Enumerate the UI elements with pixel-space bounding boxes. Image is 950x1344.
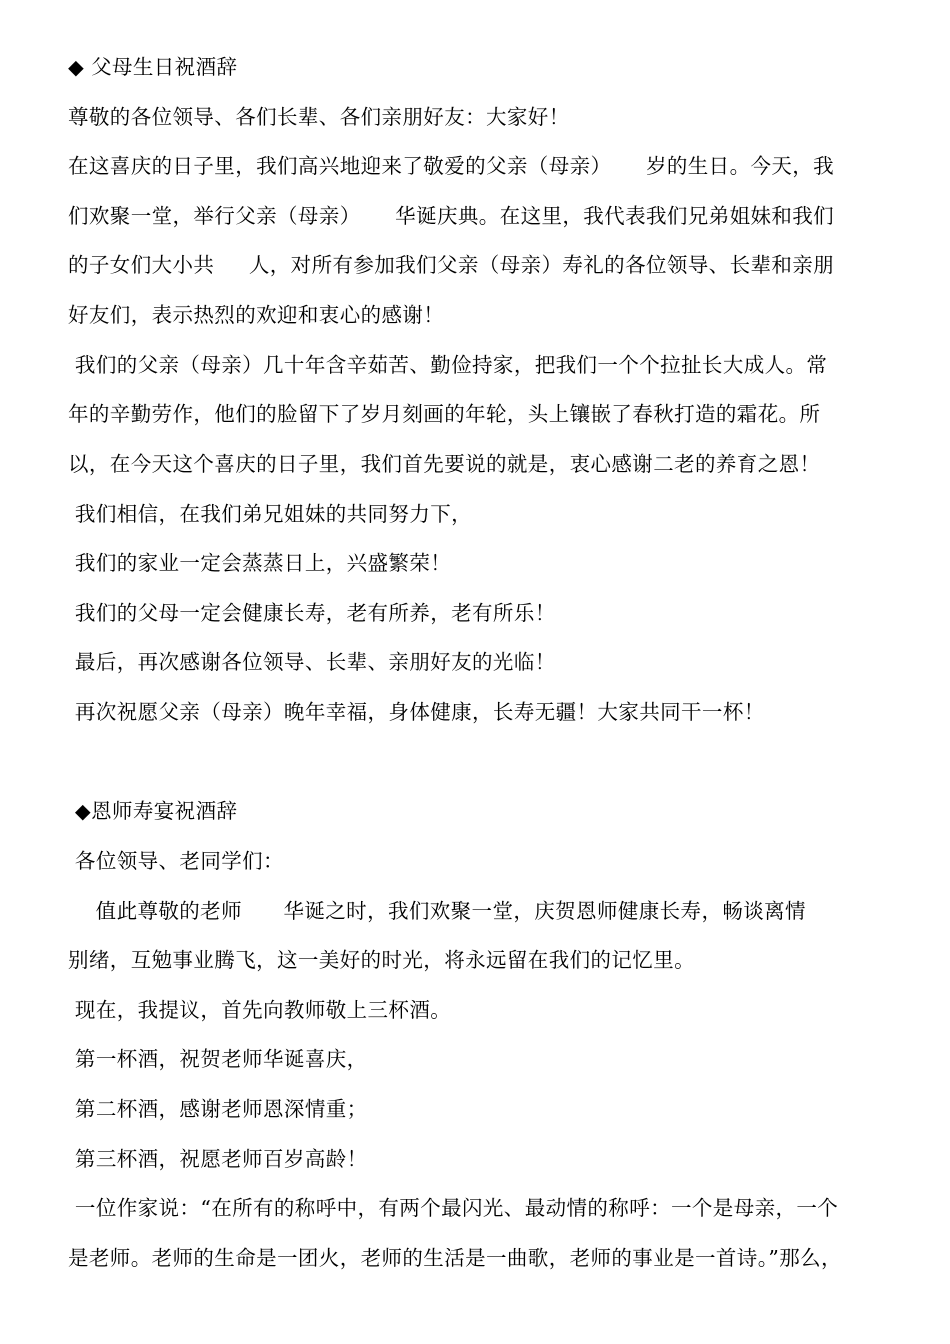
paragraph-line: 别绪，互勉事业腾飞，这一美好的时光，将永远留在我们的记忆里。: [68, 948, 695, 972]
paragraph-line: 第三杯酒，祝愿老师百岁高龄！: [68, 1147, 368, 1171]
paragraph-line: 年的辛勤劳作，他们的脸留下了岁月刻画的年轮，头上镶嵌了春秋打造的霜花。所: [68, 402, 821, 426]
paragraph-line: 在这喜庆的日子里，我们高兴地迎来了敬爱的父亲（母亲） 岁的生日。今天，我: [68, 154, 835, 178]
paragraph-line: 我们的父母一定会健康长寿，老有所养，老有所乐！: [68, 601, 556, 625]
paragraph-line: 我们的家业一定会蒸蒸日上，兴盛繁荣！: [68, 551, 452, 575]
paragraph-line: 最后，再次感谢各位领导、长辈、亲朋好友的光临！: [68, 650, 556, 674]
paragraph-line: 值此尊敬的老师 华诞之时，我们欢聚一堂，庆贺恩师健康长寿，畅谈离情: [68, 899, 806, 923]
paragraph-line: 尊敬的各位领导、各们长辈、各们亲朋好友：大家好！: [68, 105, 570, 129]
paragraph-line: 各位领导、老同学们：: [68, 849, 284, 873]
section-heading-teacher-birthday-toast: ◆恩师寿宴祝酒辞: [68, 799, 238, 823]
paragraph-line: 以，在今天这个喜庆的日子里，我们首先要说的就是，衷心感谢二老的养育之恩！: [68, 452, 821, 476]
paragraph-line: 我们相信，在我们弟兄姐妹的共同努力下，: [68, 502, 473, 526]
paragraph-line: 一位作家说：“在所有的称呼中，有两个最闪光、最动情的称呼：一个是母亲，一个: [68, 1196, 839, 1220]
paragraph-line: 第一杯酒，祝贺老师华诞喜庆，: [68, 1047, 368, 1071]
paragraph-line: 现在，我提议，首先向教师敬上三杯酒。: [68, 998, 452, 1022]
paragraph-line: 好友们，表示热烈的欢迎和衷心的感谢！: [68, 303, 445, 327]
paragraph-line: 我们的父亲（母亲）几十年含辛茹苦、勤俭持家，把我们一个个拉扯长大成人。常: [68, 353, 828, 377]
paragraph-line: 的子女们大小共 人，对所有参加我们父亲（母亲）寿礼的各位领导、长辈和亲朋: [68, 253, 835, 277]
paragraph-line: 再次祝愿父亲（母亲）晚年幸福，身体健康，长寿无疆！大家共同干一杯！: [68, 700, 765, 724]
paragraph-line: 是老师。老师的生命是一团火，老师的生活是一曲歌，老师的事业是一首诗。”那么，: [68, 1246, 842, 1270]
paragraph-line: 们欢聚一堂，举行父亲（母亲） 华诞庆典。在这里，我代表我们兄弟姐妹和我们: [68, 204, 835, 228]
section-heading-parents-birthday-toast: ◆ 父母生日祝酒辞: [68, 55, 238, 79]
paragraph-line: 第二杯酒，感谢老师恩深情重；: [68, 1097, 368, 1121]
